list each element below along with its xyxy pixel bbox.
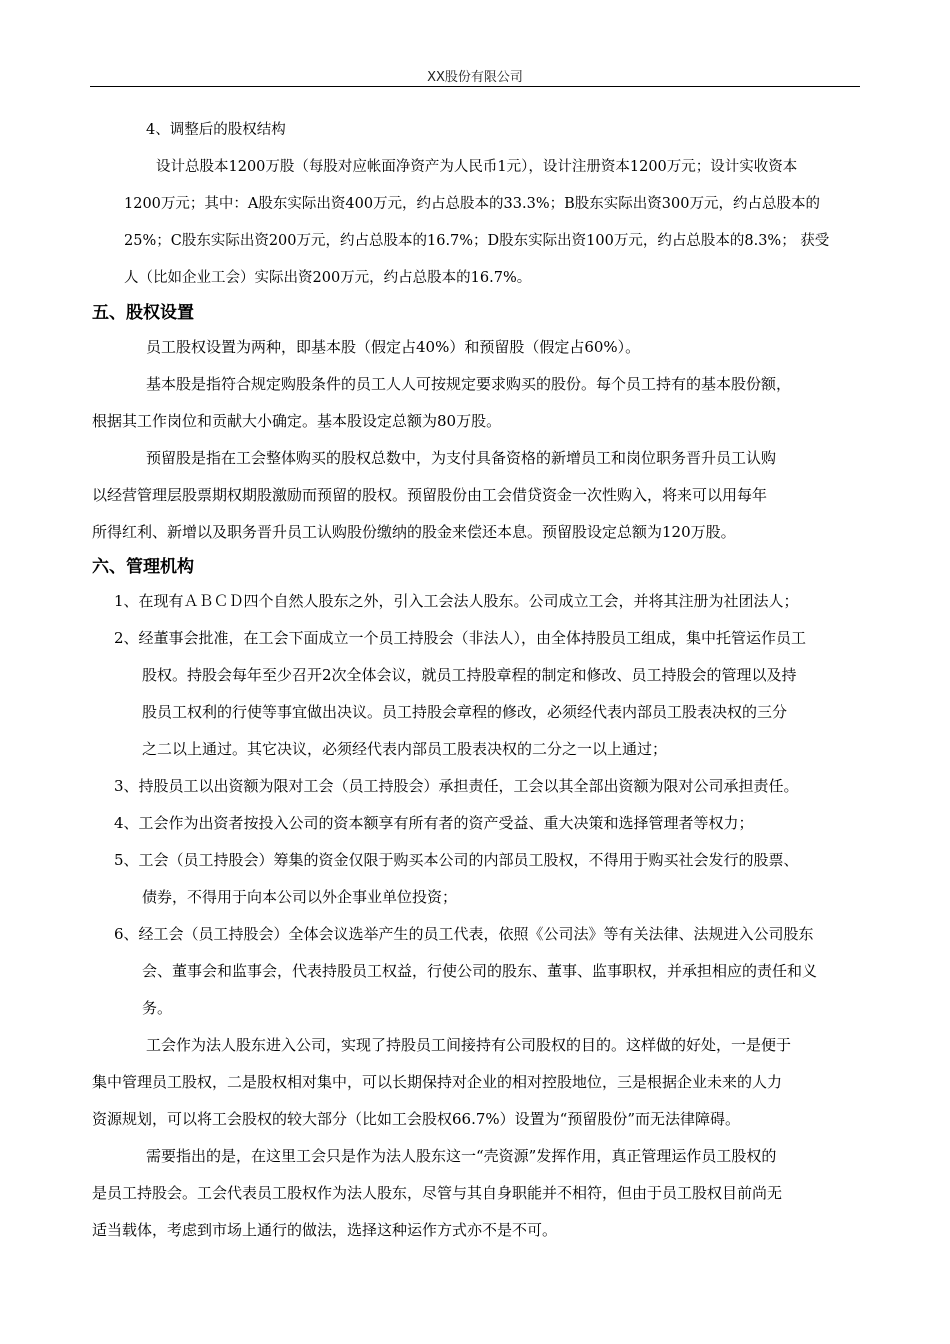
text-line: 适当载体，考虑到市场上通行的做法，选择这种运作方式亦不是不可。 — [92, 1221, 558, 1239]
list-item: 1、在现有ＡＢＣＤ四个自然人股东之外，引入工会法人股东。公司成立工会，并将其注册为社团法人； — [114, 592, 799, 610]
text-line: 是员工持股会。工会代表员工股权作为法人股东，尽管与其自身职能并不相符，但由于员工股权目前尚无 — [92, 1184, 783, 1202]
text-line: 工会作为法人股东进入公司，实现了持股员工间接持有公司股权的目的。这样做的好处，一是便于 — [146, 1036, 792, 1054]
text-line: 需要指出的是，在这里工会只是作为法人股东这一“壳资源”发挥作用，真正管理运作员工股权的 — [146, 1147, 777, 1165]
list-item-continuation: 股权。持股会每年至少召开2次全体会议，就员工持股章程的制定和修改、员工持股会的管理以及持 — [142, 666, 797, 684]
numbered-list — [92, 583, 862, 1027]
list-item-continuation: 之二以上通过。其它决议，必须经代表内部员工股表决权的二分之一以上通过； — [142, 740, 668, 758]
list-item-continuation: 股员工权利的行使等事宜做出决议。员工持股会章程的修改，必须经代表内部员工股表决权的三分 — [142, 703, 788, 721]
document-body — [92, 112, 862, 1249]
paragraph — [92, 1138, 862, 1249]
text-line: 人（比如企业工会）实际出资200万元，约占总股本的16.7%。 — [124, 270, 532, 286]
text-line: 25%；C股东实际出资200万元，约占总股本的16.7%；D股东实际出资100万元，约占总股本的8.3%； 获受 — [124, 233, 830, 249]
text-line: 根据其工作岗位和贡献大小确定。基本股设定总额为80万股。 — [92, 412, 502, 430]
list-item: 4、工会作为出资者按投入公司的资本额享有所有者的资产受益、重大决策和选择管理者等权力； — [114, 814, 754, 832]
capital-structure-paragraph — [92, 149, 862, 297]
list-item-continuation: 债券，不得用于向本公司以外企事业单位投资； — [142, 888, 458, 906]
paragraph — [92, 366, 862, 440]
paragraph — [92, 1027, 862, 1138]
section-heading: 六、管理机构 — [92, 557, 194, 577]
text-line: 资源规划，可以将工会股权的较大部分（比如工会股权66.7%）设置为“预留股份”而无法律障碍。 — [92, 1110, 740, 1128]
list-item-continuation: 务。 — [142, 999, 173, 1017]
section-heading: 五、股权设置 — [92, 303, 194, 323]
list-item: 2、经董事会批准，在工会下面成立一个员工持股会（非法人），由全体持股员工组成，集中托管运作员工 — [114, 629, 807, 647]
paragraph: 员工股权设置为两种，即基本股（假定占40%）和预留股（假定占60%）。 — [146, 338, 641, 356]
list-item: 5、工会（员工持股会）筹集的资金仅限于购买本公司的内部员工股权，不得用于购买社会发行的股票、 — [114, 851, 799, 869]
list-item-continuation: 会、董事会和监事会，代表持股员工权益，行使公司的股东、董事、监事职权，并承担相应的责任和义 — [142, 962, 818, 980]
text-line: 所得红利、新增以及职务晋升员工认购股份缴纳的股金来偿还本息。预留股设定总额为120万股。 — [92, 523, 736, 541]
text-line: 设计总股本1200万股（每股对应帐面净资产为人民币1元），设计注册资本1200万元；设计实收资本 — [156, 159, 798, 175]
header-rule — [90, 86, 860, 87]
text-line: 1200万元；其中：A股东实际出资400万元，约占总股本的33.3%；B股东实际出资300万元，约占总股本的 — [124, 196, 820, 212]
list-item: 6、经工会（员工持股会）全体会议选举产生的员工代表，依照《公司法》等有关法律、法规进入公司股东 — [114, 925, 814, 943]
subsection-title: 4、调整后的股权结构 — [146, 122, 286, 138]
page-header: XX股份有限公司 — [427, 70, 523, 85]
text-line: 集中管理员工股权，二是股权相对集中，可以长期保持对企业的相对控股地位，三是根据企业未来的人力 — [92, 1073, 783, 1091]
text-line: 以经营管理层股票期权期股激励而预留的股权。预留股份由工会借贷资金一次性购入，将来可以用每年 — [92, 486, 768, 504]
paragraph — [92, 440, 862, 551]
list-item: 3、持股员工以出资额为限对工会（员工持股会）承担责任，工会以其全部出资额为限对公司承担责任。 — [114, 777, 799, 795]
text-line: 基本股是指符合规定购股条件的员工人人可按规定要求购买的股份。每个员工持有的基本股份额， — [146, 375, 792, 393]
text-line: 预留股是指在工会整体购买的股权总数中，为支付具备资格的新增员工和岗位职务晋升员工认购 — [146, 449, 777, 467]
